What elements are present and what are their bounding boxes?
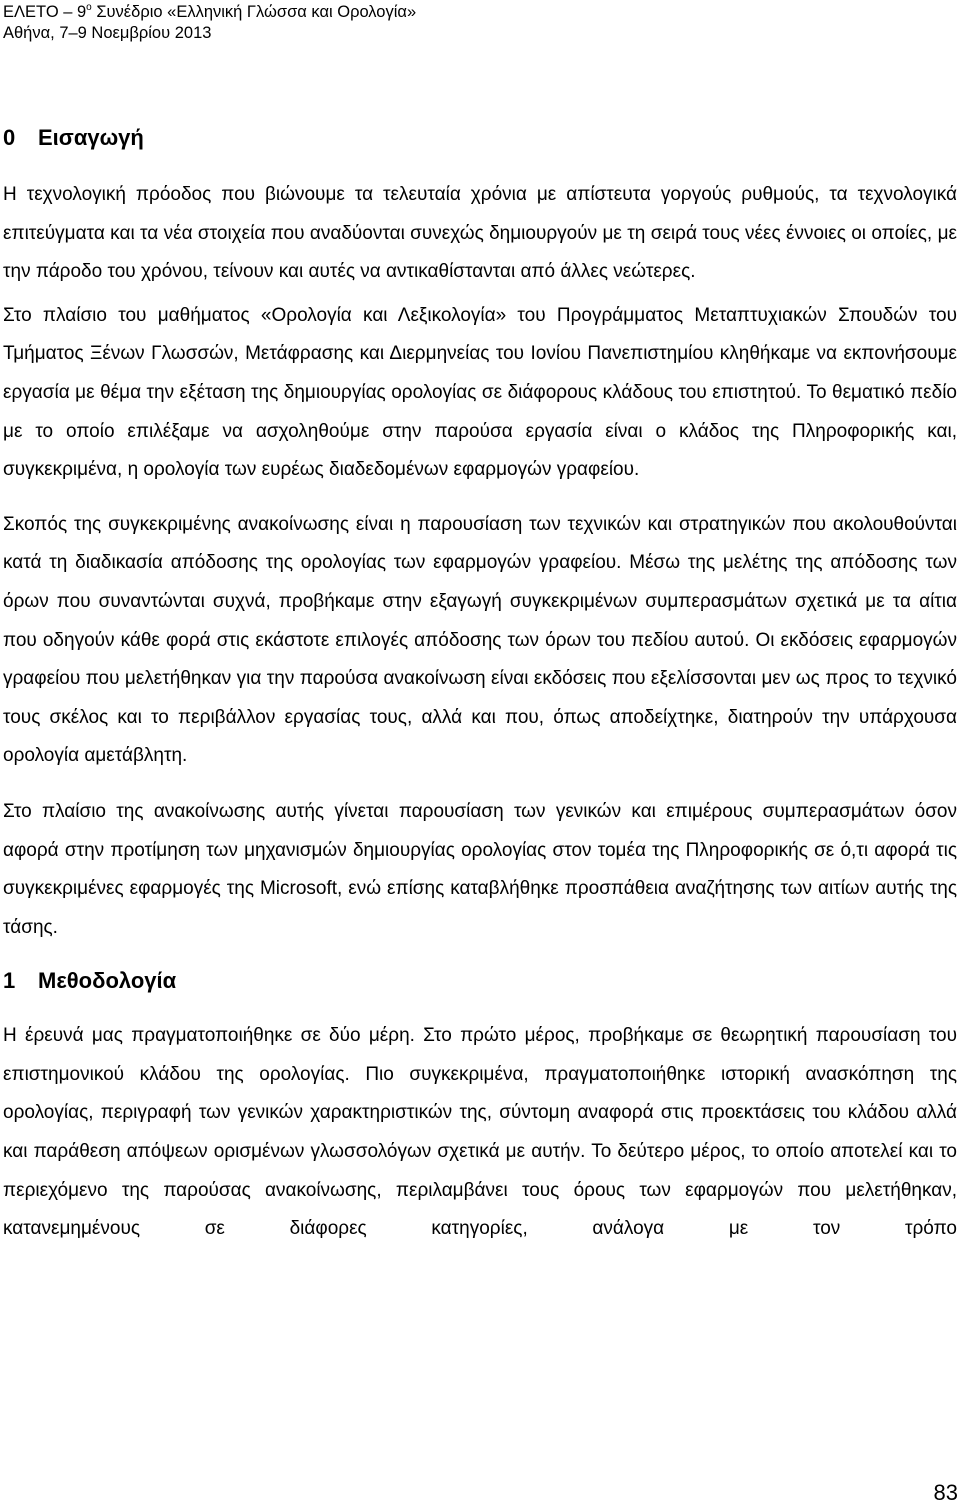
paragraph: Η έρευνά μας πραγματοποιήθηκε σε δύο μέρη. Στο πρώτο μέρος, προβήκαμε σε θεωρητική παρουσίαση του επιστημονικού κλάδου της ορολογίας. Πιο συγκεκριμένα, πραγματοποιήθηκε ιστορική ανασκόπηση της ορολογίας, περιγραφή των γενικών χαρακτηριστικών της, σύντομη αναφορά στις προεκτάσεις του κλάδου αλλά και παράθεση απόψεων ορισμένων γλωσσολόγων σχετικά με αυτήν. Το δεύτερο μέρος, το οποίο αποτελεί και το περιεχόμενο της παρούσας ανακοίνωσης, περιλαμβάνει τους όρους των εφαρμογών που μελετήθηκαν, κατανεμημένους σε διάφορες κατηγορίες, ανάλογα με τον τρόπο [3, 1025, 957, 1240]
paragraph: Η τεχνολογική πρόοδος που βιώνουμε τα τελευταία χρόνια με απίστευτα γοργούς ρυθμούς, τα τεχνολογικά επιτεύγματα και τα νέα στοιχεία που αναδύονται συνεχώς δημιουργούν με τη σειρά τους νέες έννοιες οι οποίες, με την πάροδο του χρόνου, τείνουν και αυτές να αντικαθίστανται από άλλες νεώτερες. [3, 184, 957, 283]
section-title: Μεθοδολογία [38, 968, 177, 994]
paragraph: Σκοπός της συγκεκριμένης ανακοίνωσης είναι η παρουσίαση των τεχνικών και στρατηγικών που ακολουθούνται κατά τη διαδικασία απόδοσης της ορολογίας των εφαρμογών γραφείου. Μέσω της μελέτης της απόδοσης των όρων που συναντώνται συχνά, προβήκαμε στην εξαγωγή συγκεκριμένων συμπερασμάτων σχετικά με τα αίτια που οδηγούν κάθε φορά στις εκάστοτε επιλογές απόδοσης των όρων του πεδίου αυτού. Οι εκδόσεις εφαρμογών γραφείου που μελετήθηκαν για την παρούσα ανακοίνωση είναι εκδόσεις που εξελίσσονται μεν ως προς το τεχνικό τους σκέλος και το περιβάλλον εργασίας τους, αλλά και που, όπως αποδείχτηκε, διατηρούν την υπάρχουσα ορολογία αμετάβλητη. [3, 513, 957, 767]
section-number: 1 [3, 968, 16, 994]
section-number: 0 [3, 125, 16, 150]
page-number: 83 [933, 1480, 958, 1505]
paragraph: Στο πλαίσιο της ανακοίνωσης αυτής γίνεται παρουσίαση των γενικών και επιμέρους συμπερασμάτων όσον αφορά στην προτίμηση των μηχανισμών δημιουργίας ορολογίας στον τομέα της Πληροφορικής σε ό,τι αφορά τις συγκεκριμένες εφαρμογές της Microsoft, ενώ επίσης καταβλήθηκε προσπάθεια αναζήτησης των αιτίων αυτής της τάσης. [3, 800, 957, 938]
paragraph: Στο πλαίσιο του μαθήματος «Ορολογία και Λεξικολογία» του Προγράμματος Μεταπτυχιακών Σπουδών του Τμήματος Ξένων Γλωσσών, Μετάφρασης και Διερμηνείας του Ιονίου Πανεπιστημίου κληθήκαμε να εκπονήσουμε εργασία με θέμα την εξέταση της δημιουργίας ορολογίας σε διάφορους κλάδους του επιστητού. Το θεματικό πεδίο με το οποίο επιλέξαμε να ασχοληθούμε στην παρούσα εργασία είναι ο κλάδος της Πληροφορικής και, συγκεκριμένα, η ορολογία των ευρέως διαδεδομένων εφαρμογών γραφείου. [3, 304, 957, 481]
section-title: Εισαγωγή [38, 125, 144, 150]
running-header [3, 2, 416, 44]
section-heading-introduction [3, 118, 957, 158]
section-heading-methodology [3, 961, 957, 1001]
conference-date-place: Αθήνα, 7–9 Νοεμβρίου 2013 [3, 24, 212, 42]
main-content [3, 118, 957, 1265]
ordinal-superscript: ο [86, 1, 92, 13]
conference-title: ΕΛΕΤΟ – $9^o$ Συνέδριο «Ελληνική Γλώσσα και Ορολογία» [3, 1, 417, 21]
